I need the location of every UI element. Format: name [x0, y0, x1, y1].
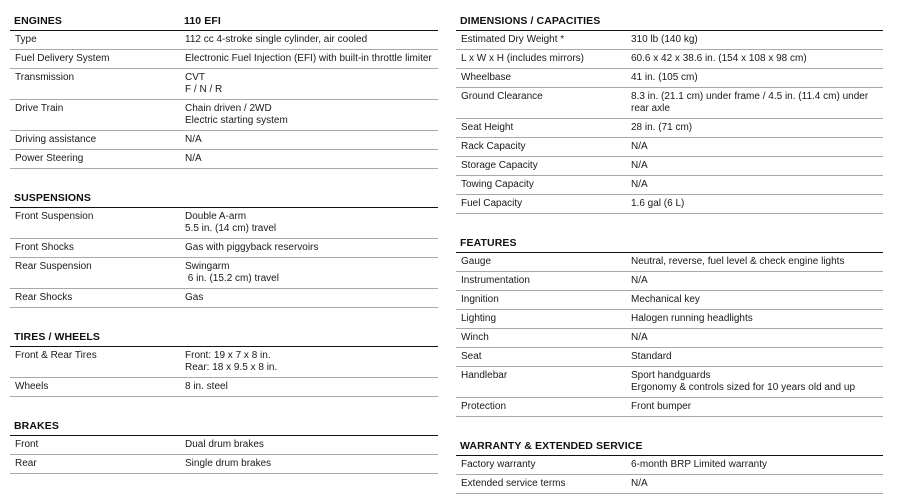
section-spacer — [10, 308, 438, 326]
spec-value — [185, 242, 438, 254]
spec-value — [631, 122, 883, 134]
spec-value-line: Gas — [185, 292, 204, 303]
brakes-table — [10, 436, 438, 474]
spec-value-line: Front: 19 x 7 x 8 in. — [185, 350, 271, 361]
spec-label: Instrumentation — [461, 275, 530, 286]
spec-label: Winch — [461, 332, 489, 343]
spec-label: L x W x H (includes mirrors) — [461, 53, 584, 64]
spec-value-line: Halogen running headlights — [631, 313, 753, 324]
spec-value — [185, 134, 438, 146]
spec-label: Lighting — [461, 313, 497, 324]
spec-value — [185, 261, 438, 285]
spec-row-storage-capacity — [456, 157, 883, 176]
features-title: FEATURES — [460, 237, 517, 249]
spec-row-factory-warranty — [456, 456, 883, 475]
spec-value — [631, 370, 883, 394]
brakes-title: BRAKES — [14, 420, 59, 432]
spec-value-line: Gas with piggyback reservoirs — [185, 242, 319, 253]
spec-value-line: N/A — [631, 478, 648, 489]
spec-row-handlebar — [456, 367, 883, 398]
spec-row-dry-weight — [456, 31, 883, 50]
spec-label: Rear Shocks — [15, 292, 73, 303]
spec-label: Fuel Capacity — [461, 198, 523, 209]
spec-row-rear-suspension — [10, 258, 438, 289]
spec-label: Front & Rear Tires — [15, 350, 97, 361]
spec-row-gauge — [456, 253, 883, 272]
right-spec-column — [456, 10, 883, 494]
spec-value — [185, 458, 438, 470]
spec-label: Power Steering — [15, 153, 84, 164]
spec-value — [631, 198, 883, 210]
spec-value-line: Electronic Fuel Injection (EFI) with built-in throttle limiter — [185, 53, 432, 64]
spec-value — [631, 401, 883, 413]
spec-label: Storage Capacity — [461, 160, 538, 171]
spec-row-transmission — [10, 69, 438, 100]
spec-value — [631, 160, 883, 172]
spec-value — [185, 34, 438, 46]
spec-value-line: Swingarm — [185, 261, 230, 272]
suspensions-table — [10, 208, 438, 308]
spec-row-lighting — [456, 310, 883, 329]
spec-value — [631, 294, 883, 306]
spec-value — [631, 34, 883, 46]
spec-row-seat — [456, 348, 883, 367]
spec-value-line: Neutral, reverse, fuel level & check engine lights — [631, 256, 845, 267]
spec-label: Seat Height — [461, 122, 514, 133]
spec-row-tires — [10, 347, 438, 378]
spec-value-line: Ergonomy & controls sized for 10 years old and up — [631, 382, 856, 393]
spec-value-line: 8.3 in. (21.1 cm) under frame / 4.5 in. (11.4 cm) under rear axle — [631, 91, 869, 114]
spec-value-line: N/A — [631, 275, 648, 286]
spec-label: Driving assistance — [15, 134, 97, 145]
spec-value-line: Sport handguards — [631, 370, 711, 381]
engines-title: ENGINES — [14, 15, 62, 27]
spec-label: Wheels — [15, 381, 49, 392]
spec-row-seat-height — [456, 119, 883, 138]
spec-value — [185, 439, 438, 451]
spec-label: Type — [15, 34, 37, 45]
spec-value — [631, 256, 883, 268]
spec-value — [185, 350, 438, 374]
spec-row-front-brakes — [10, 436, 438, 455]
left-spec-column — [10, 10, 438, 474]
spec-row-rack-capacity — [456, 138, 883, 157]
spec-row-instrumentation — [456, 272, 883, 291]
spec-label: Gauge — [461, 256, 492, 267]
section-spacer — [10, 169, 438, 187]
spec-value-line: 8 in. steel — [185, 381, 228, 392]
spec-row-dimensions — [456, 50, 883, 69]
spec-value-line: Standard — [631, 351, 672, 362]
spec-row-rear-shocks — [10, 289, 438, 308]
spec-value-line: Single drum brakes — [185, 458, 272, 469]
spec-value — [631, 53, 883, 65]
spec-label: Handlebar — [461, 370, 508, 381]
spec-value-line: Double A-arm — [185, 211, 247, 222]
spec-label: Front Shocks — [15, 242, 74, 253]
spec-row-ground-clearance — [456, 88, 883, 119]
spec-label: Seat — [461, 351, 482, 362]
spec-value — [631, 313, 883, 325]
spec-value-line: 310 lb (140 kg) — [631, 34, 698, 45]
spec-label: Rear Suspension — [15, 261, 92, 272]
spec-label: Estimated Dry Weight * — [461, 34, 565, 45]
spec-value — [185, 72, 438, 96]
section-spacer — [456, 214, 883, 232]
spec-value — [631, 91, 883, 115]
spec-value — [185, 103, 438, 127]
spec-label: Transmission — [15, 72, 75, 83]
spec-label: Ingnition — [461, 294, 499, 305]
spec-value-line: N/A — [631, 160, 648, 171]
spec-value — [185, 211, 438, 235]
spec-value-line: 6-month BRP Limited warranty — [631, 459, 767, 470]
spec-value-line: 6 in. (15.2 cm) travel — [185, 273, 279, 284]
spec-value-line: F / N / R — [185, 84, 223, 95]
spec-value — [185, 53, 438, 65]
spec-row-type — [10, 31, 438, 50]
spec-value-line: 1.6 gal (6 L) — [631, 198, 685, 209]
spec-value-line: N/A — [185, 153, 202, 164]
spec-value-line: N/A — [631, 179, 648, 190]
spec-label: Extended service terms — [461, 478, 566, 489]
spec-row-front-suspension — [10, 208, 438, 239]
spec-value-line: Front bumper — [631, 401, 692, 412]
spec-value-line: N/A — [185, 134, 202, 145]
spec-value-line: N/A — [631, 332, 648, 343]
spec-value — [631, 351, 883, 363]
spec-value — [185, 292, 438, 304]
spec-value-line: 28 in. (71 cm) — [631, 122, 693, 133]
brakes-section-header — [10, 415, 438, 436]
suspensions-title: SUSPENSIONS — [14, 192, 91, 204]
spec-value — [631, 332, 883, 344]
spec-row-front-shocks — [10, 239, 438, 258]
spec-value-line: CVT — [185, 72, 205, 83]
spec-value-line: Rear: 18 x 9.5 x 8 in. — [185, 362, 278, 373]
tires-section-header — [10, 326, 438, 347]
tires-title: TIRES / WHEELS — [14, 331, 100, 343]
engines-section-header — [10, 10, 438, 31]
dimensions-table — [456, 31, 883, 214]
spec-value-line: 60.6 x 42 x 38.6 in. (154 x 108 x 98 cm) — [631, 53, 807, 64]
spec-value-line: Electric starting system — [185, 115, 288, 126]
spec-value-line: Dual drum brakes — [185, 439, 264, 450]
section-spacer — [10, 397, 438, 415]
spec-row-fuel-capacity — [456, 195, 883, 214]
spec-value-line: Mechanical key — [631, 294, 700, 305]
features-section-header — [456, 232, 883, 253]
section-spacer — [456, 417, 883, 435]
spec-row-winch — [456, 329, 883, 348]
spec-row-towing-capacity — [456, 176, 883, 195]
dimensions-section-header — [456, 10, 883, 31]
spec-row-power-steering — [10, 150, 438, 169]
spec-value — [631, 72, 883, 84]
spec-value-line: Chain driven / 2WD — [185, 103, 272, 114]
spec-value — [631, 459, 883, 471]
spec-value — [185, 381, 438, 393]
suspensions-section-header — [10, 187, 438, 208]
spec-label: Front Suspension — [15, 211, 94, 222]
spec-label: Wheelbase — [461, 72, 512, 83]
spec-row-fuel-delivery — [10, 50, 438, 69]
spec-row-wheels — [10, 378, 438, 397]
spec-value — [185, 153, 438, 165]
spec-row-rear-brakes — [10, 455, 438, 474]
spec-value — [631, 179, 883, 191]
spec-value — [631, 275, 883, 287]
engines-model-name: 110 EFI — [184, 15, 221, 27]
warranty-section-header — [456, 435, 883, 456]
spec-row-drive-train — [10, 100, 438, 131]
tires-table — [10, 347, 438, 397]
spec-row-driving-assistance — [10, 131, 438, 150]
spec-value-line: 5.5 in. (14 cm) travel — [185, 223, 277, 234]
spec-value — [631, 478, 883, 490]
engines-table — [10, 31, 438, 169]
warranty-title: WARRANTY & EXTENDED SERVICE — [460, 440, 643, 452]
spec-label: Factory warranty — [461, 459, 536, 470]
spec-label: Fuel Delivery System — [15, 53, 110, 64]
spec-label: Rack Capacity — [461, 141, 526, 152]
warranty-table — [456, 456, 883, 494]
spec-row-wheelbase — [456, 69, 883, 88]
spec-label: Protection — [461, 401, 507, 412]
spec-value-line: N/A — [631, 141, 648, 152]
dimensions-title: DIMENSIONS / CAPACITIES — [460, 15, 601, 27]
spec-label: Ground Clearance — [461, 91, 543, 102]
features-table — [456, 253, 883, 417]
spec-value-line: 112 cc 4-stroke single cylinder, air cooled — [185, 34, 368, 45]
spec-value-line: 41 in. (105 cm) — [631, 72, 698, 83]
spec-value — [631, 141, 883, 153]
spec-row-protection — [456, 398, 883, 417]
spec-label: Front — [15, 439, 39, 450]
spec-label: Drive Train — [15, 103, 64, 114]
spec-row-extended-service — [456, 475, 883, 494]
spec-label: Towing Capacity — [461, 179, 534, 190]
spec-label: Rear — [15, 458, 37, 469]
spec-row-ignition — [456, 291, 883, 310]
